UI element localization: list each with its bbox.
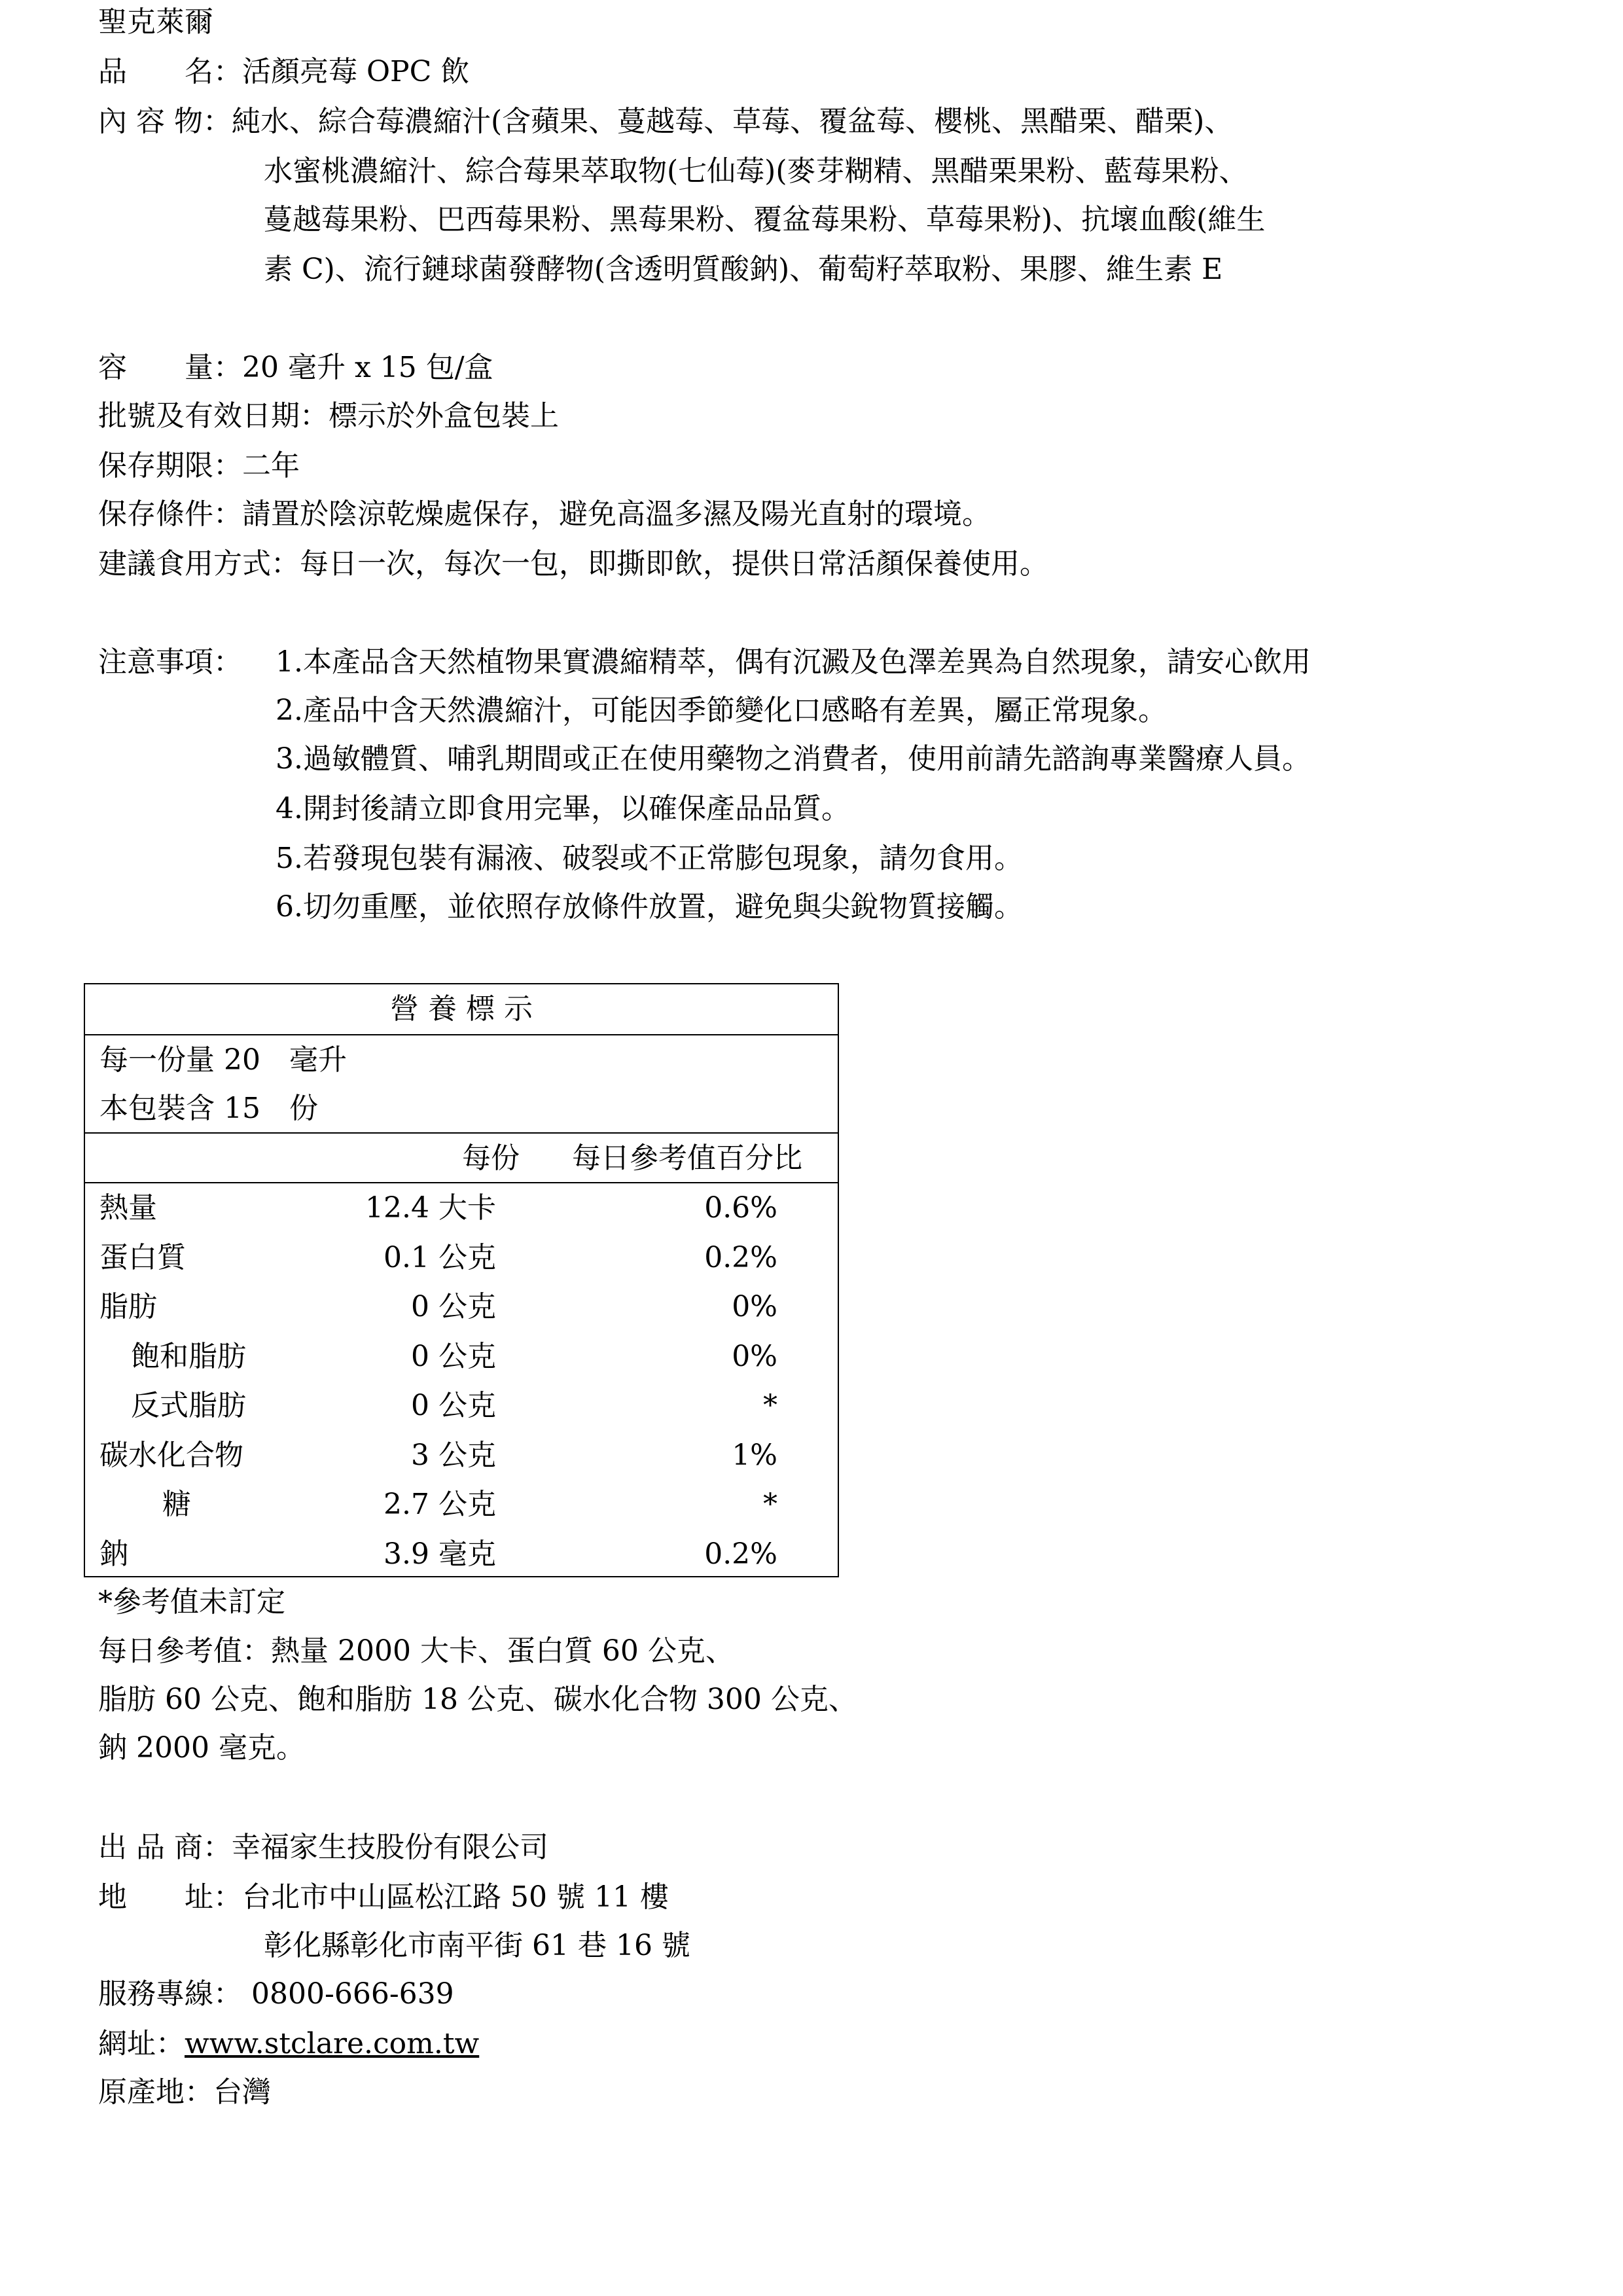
note-item: 1.本產品含天然植物果實濃縮精萃，偶有沉澱及色澤差異為自然現象，請安心飲用 [276, 645, 1311, 679]
per-serving: 0 公克 [411, 1290, 496, 1323]
nutrient-name: 碳水化合物 [99, 1438, 243, 1472]
nutrient-name: 反式脂肪 [131, 1389, 246, 1422]
maker [98, 1823, 548, 1872]
note-item: 4.開封後請立即食用完畢，以確保產品品質。 [276, 792, 850, 825]
notes-label: 注意事項： [98, 645, 242, 679]
note-item: 2.產品中含天然濃縮汁，可能因季節變化口感略有差異，屬正常現象。 [276, 694, 1167, 727]
value: 台灣 [213, 2075, 271, 2109]
ingredients [98, 97, 1233, 146]
per-serving: 0 公克 [411, 1389, 496, 1422]
daily-value: 0.6% [704, 1191, 777, 1225]
label: 容 量： [98, 351, 242, 384]
label: 服務專線： [98, 1977, 242, 2011]
label: 原產地： [98, 2075, 213, 2109]
label: 保存條件： [98, 497, 242, 531]
brand: 聖克萊爾 [98, 5, 213, 39]
ingredients-line: 蔓越莓果粉、巴西莓果粉、黑莓果粉、覆盆莓果粉、草莓果粉)、抗壞血酸(維生 [264, 203, 1266, 236]
nutrition-title: 營 養 標 示 [390, 992, 533, 1026]
label: 出 品 商： [98, 1831, 232, 1864]
servings-per-pack: 本包裝含 15 份 [99, 1092, 318, 1125]
label: 保存期限： [98, 449, 242, 482]
label: 內 容 物： [98, 105, 232, 138]
value: 標示於外盒包裝上 [329, 399, 559, 433]
per-serving: 0 公克 [411, 1339, 496, 1373]
footnote: 脂肪 60 公克、飽和脂肪 18 公克、碳水化合物 300 公克、 [98, 1683, 857, 1716]
storage [98, 490, 991, 539]
serving-size: 每一份量 20 毫升 [99, 1043, 347, 1077]
hotline [98, 1969, 454, 2018]
value: 每日一次，每次一包，即撕即飲，提供日常活顏保養使用。 [300, 547, 1048, 581]
value: 活顏亮莓 OPC 飲 [242, 55, 470, 88]
value: 幸福家生技股份有限公司 [231, 1831, 548, 1864]
note-item: 3.過敏體質、哺乳期間或正在使用藥物之消費者，使用前請先諮詢專業醫療人員。 [276, 742, 1311, 776]
daily-value: 0.2% [704, 1537, 777, 1571]
value: 20 毫升 x 15 包/盒 [242, 351, 493, 384]
footnote: 每日參考值：熱量 2000 大卡、蛋白質 60 公克、 [98, 1634, 734, 1668]
daily-value: 0% [732, 1290, 777, 1323]
origin [98, 2068, 271, 2117]
col-per-serving: 每份 [462, 1141, 520, 1175]
note-item: 5.若發現包裝有漏液、破裂或不正常膨包現象，請勿食用。 [276, 842, 1023, 875]
daily-value: * [763, 1389, 777, 1422]
address-line: 彰化縣彰化市南平街 61 巷 16 號 [264, 1929, 690, 1962]
ingredients-line: 水蜜桃濃縮汁、綜合莓果萃取物(七仙莓)(麥芽糊精、黑醋栗果粉、藍莓果粉、 [264, 154, 1248, 188]
nutrient-name: 飽和脂肪 [131, 1339, 246, 1373]
value: 請置於陰涼乾燥處保存，避免高溫多濕及陽光直射的環境。 [242, 497, 991, 531]
daily-value: 0.2% [704, 1240, 777, 1274]
shelf-life [98, 441, 300, 490]
value: 台北市中山區松江路 50 號 11 樓 [242, 1880, 669, 1914]
volume [98, 343, 493, 392]
col-daily-value: 每日參考值百分比 [572, 1141, 802, 1175]
ingredients-line: 素 C)、流行鏈球菌發酵物(含透明質酸鈉)、葡萄籽萃取粉、果膠、維生素 E [264, 253, 1223, 286]
usage [98, 539, 1048, 588]
website-link[interactable]: www.stclare.com.tw [185, 2027, 480, 2060]
nutrition-table [84, 983, 839, 1577]
value: 0800-666-639 [242, 1977, 454, 2011]
product-name [98, 47, 469, 96]
per-serving: 12.4 大卡 [365, 1191, 496, 1225]
per-serving: 3.9 毫克 [383, 1537, 496, 1571]
label: 批號及有效日期： [98, 399, 329, 433]
note-item: 6.切勿重壓，並依照存放條件放置，避免與尖銳物質接觸。 [276, 890, 1023, 924]
value: 純水、綜合莓濃縮汁(含蘋果、蔓越莓、草莓、覆盆莓、櫻桃、黑醋栗、醋栗)、 [231, 105, 1234, 138]
label: 建議食用方式： [98, 547, 300, 581]
nutrient-name: 蛋白質 [99, 1240, 186, 1274]
nutrient-name: 熱量 [99, 1191, 157, 1225]
address [98, 1873, 669, 1922]
label: 網址： [98, 2027, 185, 2060]
footnote: *參考值未訂定 [98, 1585, 285, 1619]
per-serving: 2.7 公克 [383, 1488, 496, 1521]
website [98, 2019, 479, 2068]
batch [98, 391, 559, 440]
value: 二年 [242, 449, 300, 482]
per-serving: 3 公克 [411, 1438, 496, 1472]
footnote: 鈉 2000 毫克。 [98, 1731, 305, 1765]
daily-value: 0% [732, 1339, 777, 1373]
daily-value: * [763, 1488, 777, 1521]
daily-value: 1% [732, 1438, 777, 1472]
nutrient-name: 糖 [162, 1488, 191, 1521]
nutrient-name: 鈉 [99, 1537, 128, 1571]
label: 地 址： [98, 1880, 242, 1914]
per-serving: 0.1 公克 [383, 1240, 496, 1274]
label: 品 名： [98, 55, 242, 88]
nutrient-name: 脂肪 [99, 1290, 157, 1323]
